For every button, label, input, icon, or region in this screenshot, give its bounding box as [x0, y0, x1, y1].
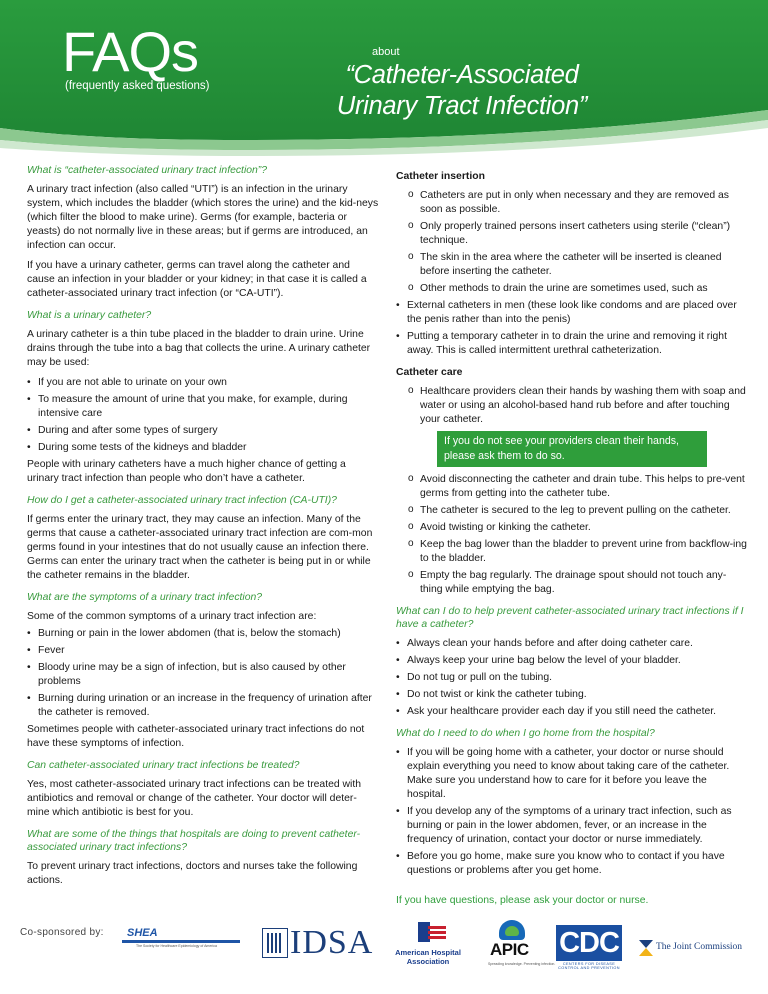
list-item: • Always clean your hands before and after doing catheter care. — [396, 637, 748, 651]
list-item: o Avoid disconnecting the catheter and drain tube. This helps to pre-vent germs from getting into the catheter tube. — [396, 473, 748, 501]
shea-swoosh — [122, 940, 240, 943]
list-item: o Healthcare providers clean their hands by washing them with soap and water or using an alcohol-based hand rub before and after touching your catheter. — [396, 385, 748, 427]
section-heading: Catheter insertion — [396, 171, 485, 182]
shea-tagline: The Society for Healthcare Epidemiology of America — [136, 944, 217, 948]
shea-logo — [122, 927, 242, 957]
list-item: • Burning during urination or an increase in the frequency of urination after the catheter is removed. — [27, 692, 379, 720]
list-item: • Burning or pain in the lower abdomen (that is, below the stomach) — [27, 627, 379, 641]
title-line-2: Urinary Tract Infection” — [336, 92, 588, 120]
list-item: • If you develop any of the symptoms of a urinary tract infection, such as burning or pain in the lower abdomen, fever, or an increase in the frequency of urination, contact your doctor or nurse immediately. — [396, 805, 748, 847]
footer-sponsors — [0, 912, 768, 994]
list-item: • Ask your healthcare provider each day if you still need the catheter. — [396, 705, 748, 719]
faqs-brand — [62, 20, 210, 92]
joint-commission-wordmark: The Joint Commission — [656, 942, 743, 952]
shea-wordmark: SHEA — [127, 927, 158, 939]
catheter-uses-list — [27, 376, 379, 455]
list-item: • Fever — [27, 644, 379, 658]
page-title — [292, 60, 632, 122]
aha-logo — [388, 922, 468, 982]
aha-name-line-1: American Hospital — [395, 948, 461, 957]
title-line-1: “Catheter-Associated — [345, 61, 579, 89]
question-heading: What is “catheter-associated urinary tract infection”? — [27, 165, 268, 176]
list-item: • Do not tug or pull on the tubing. — [396, 671, 748, 685]
paragraph: If you have a urinary catheter, germs can travel along the catheter and cause an infection in your bladder or your kidney; in that case it is called a catheter-associated urinary tract infection (or “CA-UTI”). — [27, 260, 367, 299]
prevention-list — [396, 637, 748, 719]
question-heading: What can I do to help prevent catheter-associated urinary tract infections if I have a catheter? — [396, 606, 744, 630]
list-item: o Keep the bag lower than the bladder to prevent urine from backflow-ing to the bladder. — [396, 538, 748, 566]
paragraph: If germs enter the urinary tract, they may cause an infection. Many of the germs that cause a catheter-associated urinary tract infection are com-mon germs found in your intestines that do not usually cause an infection there. Germs can enter the urinary tract when the catheter is being put in or while the catheter remains in the bladder. — [27, 514, 373, 581]
paragraph: To prevent urinary tract infections, doctors and nurses take the following actions. — [27, 861, 358, 886]
faqs-subheading: (frequently asked questions) — [65, 80, 210, 92]
list-item: o The catheter is secured to the leg to prevent pulling on the catheter. — [396, 504, 748, 518]
idsa-seal-icon — [262, 928, 288, 958]
list-item: • Always keep your urine bag below the level of your bladder. — [396, 654, 748, 668]
list-item: • If you are not able to urinate on your own — [27, 376, 379, 390]
apic-tagline: Spreading knowledge. Preventing infection. — [488, 962, 556, 966]
list-item: • If you will be going home with a catheter, your doctor or nurse should explain everything you need to know about taking care of the catheter. Make sure you understand how to care for it before you leave the hospital. — [396, 746, 748, 802]
insertion-list — [396, 189, 748, 296]
joint-commission-logo — [637, 939, 757, 959]
list-item: o Catheters are put in only when necessary and they are removed as soon as possible. — [396, 189, 748, 217]
faqs-heading: FAQs — [62, 20, 199, 83]
list-item: o The skin in the area where the catheter will be inserted is cleaned before inserting the catheter. — [396, 251, 748, 279]
list-item: • To measure the amount of urine that you make, for example, during intensive care — [27, 393, 379, 421]
list-item: • External catheters in men (these look like condoms and are placed over the penis rather than into the penis) — [396, 299, 748, 327]
cdc-logo — [556, 925, 622, 980]
list-item: o Empty the bag regularly. The drainage spout should not touch any-thing while emptying the bag. — [396, 569, 748, 597]
question-heading: How do I get a catheter-associated urinary tract infection (CA-UTI)? — [27, 495, 337, 506]
right-column — [396, 170, 748, 908]
cosponsored-label: Co-sponsored by: — [20, 927, 104, 938]
paragraph: A urinary tract infection (also called “UTI”) is an infection in the urinary system, which includes the bladder (which stores the urine) and the kid-neys (which filter the blood to make urine). Germs (for example, bacteria or yeasts) do not normally live in these areas; but if germs are introduced, an infection can occur. — [27, 184, 379, 251]
list-item: • Putting a temporary catheter in to drain the urine and removing it right away. This is called intermittent urethral catheterization. — [396, 330, 748, 358]
idsa-wordmark: IDSA — [290, 924, 374, 961]
cdc-tagline: CENTERS FOR DISEASE CONTROL AND PREVENTION — [558, 962, 620, 970]
paragraph: Some of the common symptoms of a urinary tract infection are: — [27, 611, 317, 622]
aha-name-line-2: Association — [406, 957, 450, 966]
hand-hygiene-callout: If you do not see your providers clean their hands, please ask them to do so. — [437, 431, 707, 467]
question-heading: What are the symptoms of a urinary tract infection? — [27, 592, 263, 603]
apic-wordmark: APIC — [490, 940, 529, 959]
closing-note: If you have questions, please ask your doctor or nurse. — [396, 895, 649, 906]
paragraph: Yes, most catheter-associated urinary tract infections can be treated with antibiotics and removal or change of the catheter. Your doctor will deter-mine which antibiotic is best for you. — [27, 779, 362, 818]
list-item: • Do not twist or kink the catheter tubing. — [396, 688, 748, 702]
list-item: o Only properly trained persons insert catheters using sterile (“clean”) technique. — [396, 220, 748, 248]
section-heading: Catheter care — [396, 367, 463, 378]
header-banner — [0, 0, 768, 160]
question-heading: Can catheter-associated urinary tract infections be treated? — [27, 760, 300, 771]
idsa-logo — [262, 926, 382, 966]
question-heading: What do I need to do when I go home from the hospital? — [396, 728, 655, 739]
list-item: o Avoid twisting or kinking the catheter. — [396, 521, 748, 535]
care-list — [396, 473, 748, 597]
about-label: about — [372, 46, 400, 58]
apic-logo — [488, 920, 556, 982]
paragraph: Sometimes people with catheter-associated urinary tract infections do not have these symptoms of infection. — [27, 724, 365, 749]
care-list-top — [396, 385, 748, 427]
question-heading: What is a urinary catheter? — [27, 310, 152, 321]
joint-commission-mark-icon — [639, 940, 653, 956]
aha-h-icon — [418, 922, 446, 944]
left-column — [27, 158, 379, 894]
paragraph: A urinary catheter is a thin tube placed in the bladder to drain urine. Urine drains through the tube into a bag that collects the urine. A urinary catheter may be used: — [27, 329, 371, 368]
question-heading: What are some of the things that hospitals are doing to prevent catheter-associated urinary tract infections? — [27, 829, 361, 853]
list-item: • During and after some types of surgery — [27, 424, 379, 438]
going-home-list — [396, 746, 748, 878]
list-item: • Before you go home, make sure you know who to contact if you have questions or problems after you get home. — [396, 850, 748, 878]
list-item: o Other methods to drain the urine are sometimes used, such as — [396, 282, 748, 296]
cdc-wordmark: CDC — [556, 925, 622, 961]
list-item: • Bloody urine may be a sign of infection, but is also caused by other problems — [27, 661, 379, 689]
drain-methods-list — [396, 299, 748, 358]
list-item: • During some tests of the kidneys and bladder — [27, 441, 379, 455]
apic-dome-icon — [499, 920, 525, 940]
symptoms-list — [27, 627, 379, 720]
paragraph: People with urinary catheters have a much higher chance of getting a urinary tract infection than people who don’t have a catheter. — [27, 459, 346, 484]
